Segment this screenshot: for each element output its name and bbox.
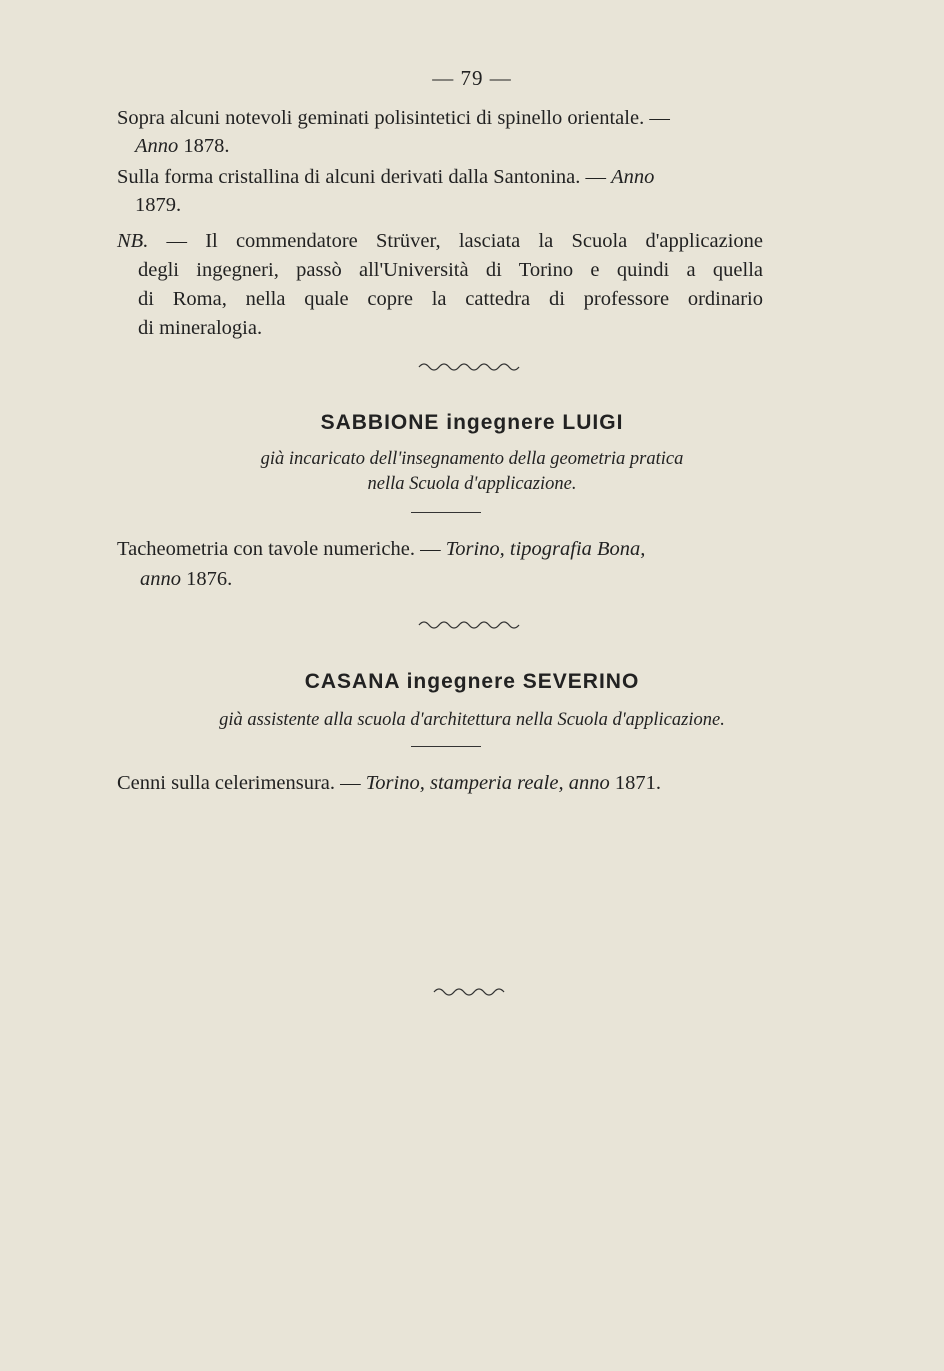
section-publication-year: anno 1876. <box>140 568 233 590</box>
ornament-divider <box>0 618 944 637</box>
ornament-divider <box>0 985 944 1004</box>
section-publication: Cenni sulla celerimensura. — Torino, stamperia reale, anno 1871. <box>117 772 661 794</box>
note-line: di Roma, nella quale copre la cattedra di professore ordinario <box>138 288 763 310</box>
section-role: già assistente alla scuola d'architettura nella Scuola d'applicazione. <box>219 710 725 730</box>
section-heading: SABBIONE ingegnere LUIGI <box>320 411 624 434</box>
publication-title: Sulla forma cristallina di alcuni derivati dalla Santonina. — Anno <box>117 166 655 188</box>
section-publication: Tacheometria con tavole numeriche. — Torino, tipografia Bona, <box>117 538 646 560</box>
note-line: degli ingegneri, passò all'Università di Torino e quindi a quella <box>138 259 763 281</box>
note-line: di mineralogia. <box>138 317 263 339</box>
note-label: NB. <box>117 230 149 252</box>
divider-rule <box>411 512 481 513</box>
section-role: nella Scuola d'applicazione. <box>367 474 577 494</box>
publication-title: Sopra alcuni notevoli geminati polisintetici di spinello orientale. — <box>117 107 670 129</box>
page-number: — 79 — <box>432 66 512 90</box>
note-line: NB. — Il commendatore Strüver, lasciata la Scuola d'applicazione <box>117 230 763 252</box>
publication-year: Anno 1878. <box>135 135 230 157</box>
ornament-divider <box>0 360 944 379</box>
divider-rule <box>411 746 481 747</box>
section-role: già incaricato dell'insegnamento della geometria pratica <box>260 449 684 469</box>
publication-year: 1879. <box>135 194 182 216</box>
publication-year-prefix: Anno <box>611 166 655 188</box>
section-heading: CASANA ingegnere SEVERINO <box>304 670 640 693</box>
